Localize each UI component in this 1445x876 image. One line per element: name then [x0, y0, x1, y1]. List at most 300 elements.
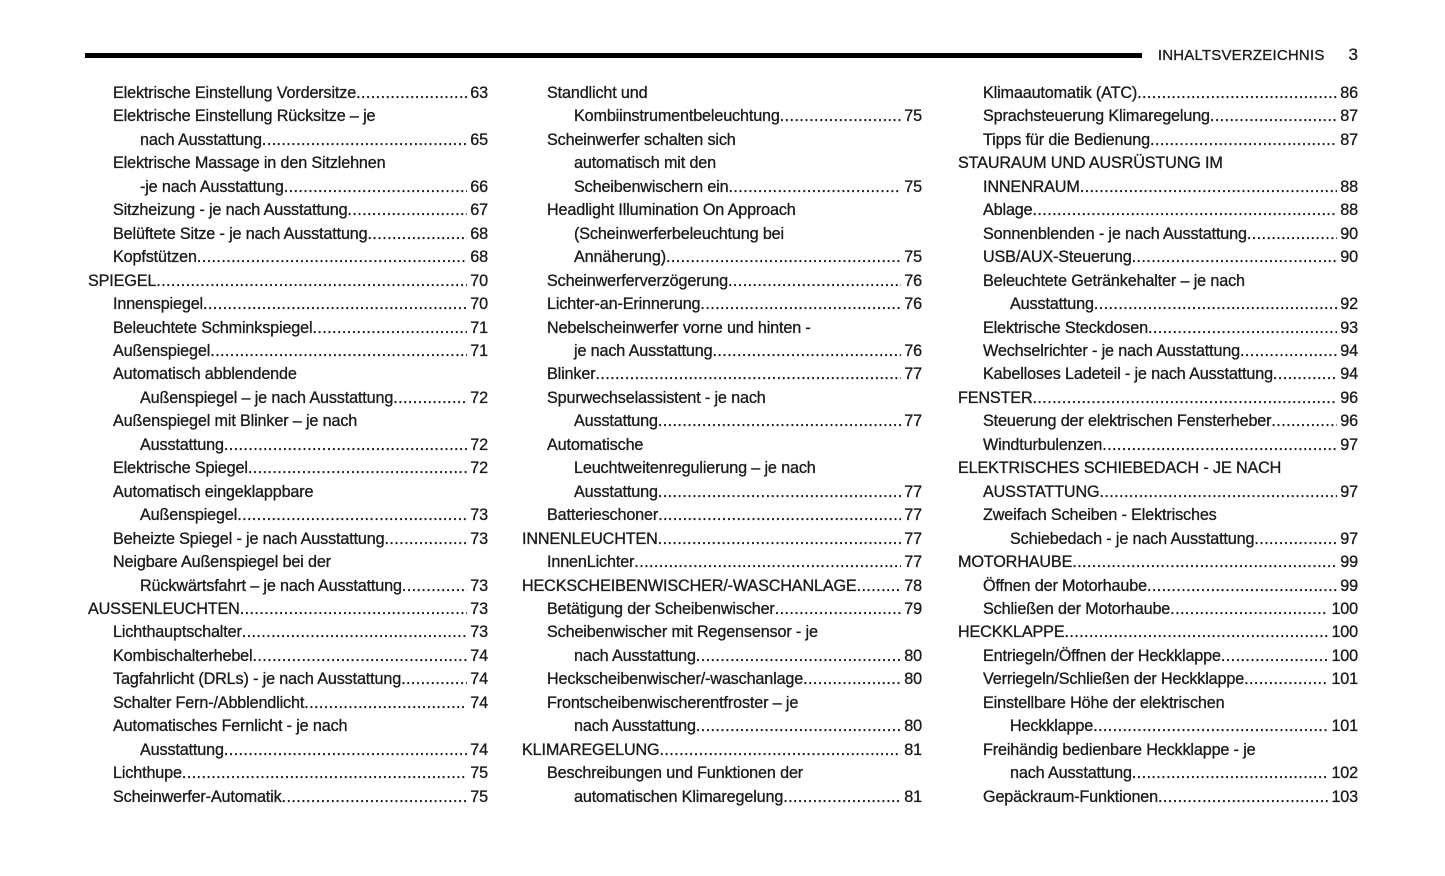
- toc-entry-label: Tagfahrlicht (DRLs) - je nach Ausstattung: [113, 670, 402, 689]
- toc-entry-label: Automatisches Fernlicht - je nach: [113, 717, 348, 736]
- toc-entry: [88, 223, 488, 246]
- toc-leader-dots: [1093, 715, 1328, 738]
- toc-leader-dots: [156, 270, 467, 293]
- toc-entry: [522, 105, 922, 128]
- toc-leader-dots: [857, 575, 902, 598]
- toc-section-entry: [522, 739, 922, 762]
- toc-section-entry: [88, 270, 488, 293]
- toc-entry-label: Annäherung): [574, 248, 666, 267]
- toc-entry-label: Betätigung der Scheibenwischer: [547, 599, 775, 618]
- toc-entry-label: Neigbare Außenspiegel bei der: [113, 553, 331, 572]
- toc-entry-label: MOTORHAUBE: [958, 553, 1073, 572]
- toc-section-entry: [958, 621, 1358, 644]
- toc-entry-label: Frontscheibenwischerentfroster – je: [547, 693, 799, 712]
- toc-leader-dots: [356, 82, 467, 105]
- toc-entry-label: automatisch mit den: [574, 154, 717, 173]
- toc-entry-label: Ausstattung: [1010, 295, 1094, 314]
- toc-entry-label: Rückwärtsfahrt – je nach Ausstattung: [140, 576, 402, 595]
- toc-entry: [522, 270, 922, 293]
- toc-entry-page: 77: [904, 365, 922, 384]
- toc-entry-label: Kopfstützen: [113, 248, 197, 267]
- toc-entry-page: 72: [470, 388, 488, 407]
- toc-entry-page: 75: [904, 177, 922, 196]
- toc-entry: [522, 387, 922, 410]
- toc-entry: [958, 481, 1358, 504]
- toc-entry: [522, 715, 922, 738]
- toc-entry-label: Headlight Illumination On Approach: [547, 201, 796, 220]
- toc-entry: [88, 340, 488, 363]
- toc-entry: [522, 434, 922, 457]
- toc-entry-label: Scheibenwischer mit Regensensor - je: [547, 623, 818, 642]
- toc-leader-dots: [728, 270, 901, 293]
- toc-section-entry: [958, 152, 1358, 175]
- toc-entry: [88, 152, 488, 175]
- toc-leader-dots: [1132, 762, 1329, 785]
- toc-entry-label: Sonnenblenden - je nach Ausstattung: [983, 224, 1247, 243]
- toc-entry: [958, 340, 1358, 363]
- toc-leader-dots: [1158, 786, 1328, 809]
- toc-entry: [88, 105, 488, 128]
- toc-entry-page: 72: [470, 459, 488, 478]
- toc-entry: [88, 528, 488, 551]
- toc-entry-label: Heckscheibenwischer/-waschanlage: [547, 670, 804, 689]
- toc-entry-label: Steuerung der elektrischen Fensterheber: [983, 412, 1272, 431]
- toc-entry-label: Elektrische Einstellung Vordersitze: [113, 84, 357, 102]
- toc-leader-dots: [1221, 645, 1329, 668]
- toc-entry-label: Beschreibungen und Funktionen der: [547, 764, 804, 783]
- toc-entry: [88, 504, 488, 527]
- toc-entry-page: 74: [470, 646, 488, 665]
- toc-leader-dots: [284, 176, 468, 199]
- toc-entry-label: je nach Ausstattung: [574, 341, 713, 360]
- toc-entry-label: Innenspiegel: [113, 295, 204, 314]
- toc-entry: [522, 410, 922, 433]
- toc-entry-label: Automatisch eingeklappbare: [113, 482, 314, 501]
- toc-leader-dots: [224, 434, 467, 457]
- toc-leader-dots: [384, 528, 467, 551]
- toc-entry: [958, 668, 1358, 691]
- toc-entry-label: Beleuchtete Schminkspiegel: [113, 318, 313, 337]
- toc-entry-label: Sprachsteuerung Klimaregelung: [983, 107, 1210, 126]
- toc-entry-page: 100: [1331, 599, 1358, 618]
- toc-leader-dots: [1147, 575, 1337, 598]
- toc-entry-label: Batterieschoner: [547, 506, 659, 525]
- toc-entry-page: 81: [904, 740, 922, 759]
- toc-entry-page: 77: [904, 412, 922, 431]
- toc-leader-dots: [248, 457, 467, 480]
- toc-leader-dots: [658, 481, 901, 504]
- toc-entry: [88, 246, 488, 269]
- toc-entry-label: AUSSTATTUNG: [983, 482, 1100, 501]
- toc-entry-label: INNENLEUCHTEN: [522, 529, 658, 548]
- toc-leader-dots: [347, 199, 467, 222]
- toc-entry-page: 66: [470, 177, 488, 196]
- toc-entry: [88, 363, 488, 386]
- toc-entry: [958, 575, 1358, 598]
- toc-entry: [522, 293, 922, 316]
- toc-leader-dots: [696, 715, 901, 738]
- toc-leader-dots: [1273, 363, 1337, 386]
- toc-entry-page: 97: [1340, 435, 1358, 454]
- toc-entry: [522, 457, 922, 480]
- toc-entry-page: 75: [904, 248, 922, 267]
- toc-entry: [958, 293, 1358, 316]
- toc-entry-page: 77: [904, 553, 922, 572]
- toc-entry-label: Schalter Fern-/Abblendlicht: [113, 693, 305, 712]
- toc-entry-label: Scheibenwischern ein: [574, 177, 729, 196]
- toc-entry-label: nach Ausstattung: [140, 130, 262, 149]
- toc-entry-label: nach Ausstattung: [574, 646, 696, 665]
- toc-entry: [522, 129, 922, 152]
- toc-leader-dots: [262, 129, 467, 152]
- toc-leader-dots: [666, 246, 901, 269]
- toc-entry-label: Einstellbare Höhe der elektrischen: [983, 693, 1225, 712]
- toc-entry-label: KLIMAREGELUNG: [522, 740, 660, 759]
- toc-entry-label: Ausstattung: [140, 740, 224, 759]
- toc-entry-page: 79: [904, 599, 922, 618]
- toc-leader-dots: [393, 387, 467, 410]
- toc-entry-label: automatischen Klimaregelung: [574, 787, 784, 806]
- toc-entry-page: 71: [470, 341, 488, 360]
- toc-entry-page: 68: [470, 248, 488, 267]
- toc-entry-label: InnenLichter: [547, 553, 635, 572]
- toc-entry-page: 76: [904, 341, 922, 360]
- toc-entry-label: Heckklappe: [1010, 717, 1094, 736]
- toc-entry: [958, 715, 1358, 738]
- toc-entry: [958, 223, 1358, 246]
- toc-entry: [958, 434, 1358, 457]
- toc-entry-page: 99: [1340, 553, 1358, 572]
- toc-entry-label: Schließen der Motorhaube: [983, 599, 1171, 618]
- toc-leader-dots: [1244, 668, 1328, 691]
- toc-column-2: [522, 82, 922, 809]
- toc-leader-dots: [1094, 293, 1337, 316]
- toc-section-entry: [958, 457, 1358, 480]
- toc-entry-label: (Scheinwerferbeleuchtung bei: [574, 224, 784, 243]
- toc-entry-label: Klimaautomatik (ATC): [983, 84, 1138, 102]
- toc-leader-dots: [1148, 317, 1337, 340]
- toc-entry: [88, 293, 488, 316]
- toc-entry-label: Kombischalterhebel: [113, 646, 253, 665]
- toc-entry: [958, 410, 1358, 433]
- toc-entry: [958, 317, 1358, 340]
- toc-entry: [522, 598, 922, 621]
- toc-leader-dots: [203, 293, 467, 316]
- toc-leader-dots: [182, 762, 467, 785]
- toc-entry-page: 87: [1340, 107, 1358, 126]
- toc-entry: [88, 481, 488, 504]
- toc-entry-label: Scheinwerferverzögerung: [547, 271, 729, 290]
- header-rule: [85, 53, 1142, 58]
- toc-entry-label: Ausstattung: [574, 412, 658, 431]
- toc-entry: [88, 621, 488, 644]
- toc-entry-page: 67: [470, 201, 488, 220]
- toc-leader-dots: [783, 786, 901, 809]
- toc-leader-dots: [1033, 387, 1338, 410]
- toc-entry-page: 100: [1331, 623, 1358, 642]
- toc-entry-label: Wechselrichter - je nach Ausstattung: [983, 341, 1241, 360]
- toc-entry: [522, 504, 922, 527]
- toc-entry-page: 76: [904, 271, 922, 290]
- toc-entry: [522, 762, 922, 785]
- toc-entry-page: 63: [470, 84, 488, 102]
- toc-entry-label: Belüftete Sitze - je nach Ausstattung: [113, 224, 368, 243]
- toc-entry: [522, 82, 922, 105]
- toc-leader-dots: [1132, 246, 1338, 269]
- toc-entry-page: 74: [470, 693, 488, 712]
- toc-entry-label: Beleuchtete Getränkehalter – je nach: [983, 271, 1245, 290]
- toc-entry-page: 92: [1340, 295, 1358, 314]
- toc-leader-dots: [224, 739, 467, 762]
- toc-leader-dots: [696, 645, 901, 668]
- toc-entry-label: Ausstattung: [140, 435, 224, 454]
- toc-leader-dots: [1102, 434, 1337, 457]
- toc-leader-dots: [700, 293, 901, 316]
- toc-entry: [522, 668, 922, 691]
- toc-entry-page: 87: [1340, 130, 1358, 149]
- toc-entry-label: Elektrische Einstellung Rücksitze – je: [113, 107, 376, 126]
- toc-entry-page: 93: [1340, 318, 1358, 337]
- toc-entry: [958, 692, 1358, 715]
- toc-entry-page: 96: [1340, 388, 1358, 407]
- toc-entry-page: 71: [470, 318, 488, 337]
- toc-entry: [522, 152, 922, 175]
- toc-leader-dots: [1137, 82, 1337, 105]
- toc-entry: [522, 246, 922, 269]
- toc-entry-page: 76: [904, 295, 922, 314]
- toc-entry: [522, 481, 922, 504]
- toc-entry-page: 101: [1331, 670, 1358, 689]
- toc-entry-label: Verriegeln/Schließen der Heckklappe: [983, 670, 1245, 689]
- toc-entry-page: 73: [470, 576, 488, 595]
- toc-entry-label: Entriegeln/Öffnen der Heckklappe: [983, 646, 1221, 665]
- toc-leader-dots: [1247, 223, 1337, 246]
- toc-entry-page: 90: [1340, 224, 1358, 243]
- toc-entry-label: ELEKTRISCHES SCHIEBEDACH - JE NACH: [958, 459, 1282, 478]
- toc-entry: [958, 363, 1358, 386]
- toc-leader-dots: [1080, 176, 1338, 199]
- toc-leader-dots: [401, 668, 467, 691]
- toc-column-3: [958, 82, 1358, 809]
- toc-leader-dots: [210, 340, 467, 363]
- toc-entry-label: Kombiinstrumentbeleuchtung: [574, 107, 780, 126]
- toc-entry-label: USB/AUX-Steuerung: [983, 248, 1132, 267]
- toc-leader-dots: [252, 645, 467, 668]
- toc-entry: [88, 551, 488, 574]
- toc-entry: [88, 410, 488, 433]
- toc-entry: [88, 129, 488, 152]
- toc-entry-label: Elektrische Spiegel: [113, 459, 248, 478]
- toc-leader-dots: [658, 410, 901, 433]
- toc-entry: [958, 786, 1358, 809]
- toc-entry: [522, 199, 922, 222]
- toc-entry-page: 74: [470, 740, 488, 759]
- toc-entry: [958, 528, 1358, 551]
- toc-entry: [88, 387, 488, 410]
- toc-entry-page: 73: [470, 529, 488, 548]
- toc-entry-label: Elektrische Massage in den Sitzlehnen: [113, 154, 386, 173]
- toc-leader-dots: [1170, 598, 1328, 621]
- toc-entry-page: 70: [470, 295, 488, 314]
- toc-entry-label: Standlicht und: [547, 84, 648, 102]
- toc-entry-label: Schiebedach - je nach Ausstattung: [1010, 529, 1255, 548]
- toc-entry-label: Lichthauptschalter: [113, 623, 242, 642]
- toc-leader-dots: [368, 223, 468, 246]
- toc-entry-label: Scheinwerfer-Automatik: [113, 787, 282, 806]
- toc-leader-dots: [775, 598, 902, 621]
- toc-entry-label: Leuchtweitenregulierung – je nach: [574, 459, 816, 478]
- toc-leader-dots: [242, 621, 468, 644]
- toc-entry: [958, 246, 1358, 269]
- toc-entry-page: 80: [904, 717, 922, 736]
- toc-entry: [958, 739, 1358, 762]
- toc-entry: [958, 598, 1358, 621]
- toc-leader-dots: [197, 246, 467, 269]
- toc-entry-label: Sitzheizung - je nach Ausstattung: [113, 201, 348, 220]
- toc-entry-page: 100: [1331, 646, 1358, 665]
- toc-entry-page: 70: [470, 271, 488, 290]
- toc-entry-label: Freihändig bedienbare Heckklappe - je: [983, 740, 1256, 759]
- toc-columns: [88, 82, 1358, 809]
- toc-entry: [88, 176, 488, 199]
- toc-entry: [522, 692, 922, 715]
- toc-entry-page: 96: [1340, 412, 1358, 431]
- toc-leader-dots: [1099, 481, 1337, 504]
- toc-entry: [958, 105, 1358, 128]
- page-header: [85, 45, 1358, 65]
- toc-entry: [958, 176, 1358, 199]
- toc-entry-page: 77: [904, 529, 922, 548]
- toc-entry-page: 65: [470, 130, 488, 149]
- toc-entry-label: STAURAUM UND AUSRÜSTUNG IM: [958, 154, 1223, 173]
- toc-entry-page: 74: [470, 670, 488, 689]
- toc-leader-dots: [712, 340, 901, 363]
- toc-section-entry: [958, 387, 1358, 410]
- toc-entry-page: 90: [1340, 248, 1358, 267]
- toc-leader-dots: [595, 363, 901, 386]
- toc-entry-label: Tipps für die Bedienung: [983, 130, 1150, 149]
- toc-entry-label: Ablage: [983, 201, 1033, 220]
- toc-entry-page: 73: [470, 506, 488, 525]
- toc-entry: [958, 270, 1358, 293]
- toc-entry-label: HECKSCHEIBENWISCHER/-WASCHANLAGE: [522, 576, 857, 595]
- toc-leader-dots: [803, 668, 901, 691]
- toc-entry-page: 81: [904, 787, 922, 806]
- toc-entry-page: 94: [1340, 365, 1358, 384]
- toc-leader-dots: [634, 551, 901, 574]
- toc-entry: [522, 645, 922, 668]
- toc-entry-page: 102: [1331, 764, 1358, 783]
- header-page-number: 3: [1348, 45, 1358, 64]
- toc-entry: [958, 504, 1358, 527]
- toc-entry: [522, 176, 922, 199]
- toc-entry-label: Kabelloses Ladeteil - je nach Ausstattung: [983, 365, 1273, 384]
- toc-entry-page: 77: [904, 482, 922, 501]
- toc-entry: [88, 457, 488, 480]
- toc-entry-page: 75: [904, 107, 922, 126]
- toc-entry-page: 88: [1340, 201, 1358, 220]
- toc-entry-page: 101: [1331, 717, 1358, 736]
- toc-entry: [88, 668, 488, 691]
- toc-entry-page: 80: [904, 670, 922, 689]
- toc-entry: [958, 645, 1358, 668]
- toc-entry-label: Außenspiegel mit Blinker – je nach: [113, 412, 358, 431]
- toc-leader-dots: [780, 105, 902, 128]
- toc-entry: [88, 739, 488, 762]
- toc-entry-label: Spurwechselassistent - je nach: [547, 388, 766, 407]
- toc-leader-dots: [658, 528, 902, 551]
- toc-leader-dots: [237, 504, 467, 527]
- toc-entry-label: Automatische: [547, 435, 644, 454]
- toc-entry-page: 73: [470, 623, 488, 642]
- toc-leader-dots: [282, 786, 468, 809]
- toc-entry: [958, 199, 1358, 222]
- toc-entry-label: Beheizte Spiegel - je nach Ausstattung: [113, 529, 385, 548]
- toc-entry-page: 72: [470, 435, 488, 454]
- toc-entry: [88, 692, 488, 715]
- header-title: INHALTSVERZEICHNIS: [1157, 46, 1325, 64]
- toc-entry: [88, 317, 488, 340]
- toc-leader-dots: [658, 504, 901, 527]
- toc-entry-label: Außenspiegel: [113, 341, 211, 360]
- toc-leader-dots: [304, 692, 467, 715]
- toc-entry-label: Nebelscheinwerfer vorne und hinten -: [547, 318, 811, 337]
- toc-entry: [522, 363, 922, 386]
- toc-leader-dots: [1271, 410, 1337, 433]
- toc-entry-label: Elektrische Steckdosen: [983, 318, 1148, 337]
- toc-leader-dots: [728, 176, 901, 199]
- toc-entry: [88, 575, 488, 598]
- toc-section-entry: [522, 528, 922, 551]
- toc-leader-dots: [1210, 105, 1337, 128]
- toc-entry: [88, 762, 488, 785]
- toc-entry: [522, 317, 922, 340]
- toc-entry-label: Lichthupe: [113, 764, 182, 783]
- toc-entry-label: Außenspiegel: [140, 506, 238, 525]
- toc-entry-label: Automatisch abblendende: [113, 365, 297, 384]
- toc-entry-label: -je nach Ausstattung: [140, 177, 284, 196]
- toc-section-entry: [522, 575, 922, 598]
- toc-entry-label: HECKKLAPPE: [958, 623, 1065, 642]
- toc-entry: [88, 434, 488, 457]
- toc-entry-label: nach Ausstattung: [1010, 764, 1132, 783]
- toc-entry: [522, 621, 922, 644]
- toc-leader-dots: [1072, 551, 1337, 574]
- toc-column-1: [88, 82, 488, 809]
- toc-section-entry: [88, 598, 488, 621]
- toc-entry: [522, 223, 922, 246]
- toc-entry: [958, 762, 1358, 785]
- toc-entry: [88, 199, 488, 222]
- toc-entry: [522, 551, 922, 574]
- toc-entry-page: 97: [1340, 529, 1358, 548]
- toc-entry-label: Ausstattung: [574, 482, 658, 501]
- toc-section-entry: [958, 551, 1358, 574]
- toc-entry-page: 77: [904, 506, 922, 525]
- toc-leader-dots: [402, 575, 467, 598]
- toc-leader-dots: [1150, 129, 1337, 152]
- toc-entry-page: 94: [1340, 341, 1358, 360]
- toc-entry-page: 86: [1340, 84, 1358, 102]
- toc-leader-dots: [1254, 528, 1337, 551]
- toc-entry: [88, 82, 488, 105]
- toc-entry: [88, 645, 488, 668]
- toc-entry-label: Blinker: [547, 365, 596, 384]
- toc-entry-label: Gepäckraum-Funktionen: [983, 787, 1158, 806]
- toc-entry-label: FENSTER: [958, 388, 1033, 407]
- toc-entry-label: Öffnen der Motorhaube: [983, 576, 1147, 595]
- toc-entry-page: 103: [1331, 787, 1358, 806]
